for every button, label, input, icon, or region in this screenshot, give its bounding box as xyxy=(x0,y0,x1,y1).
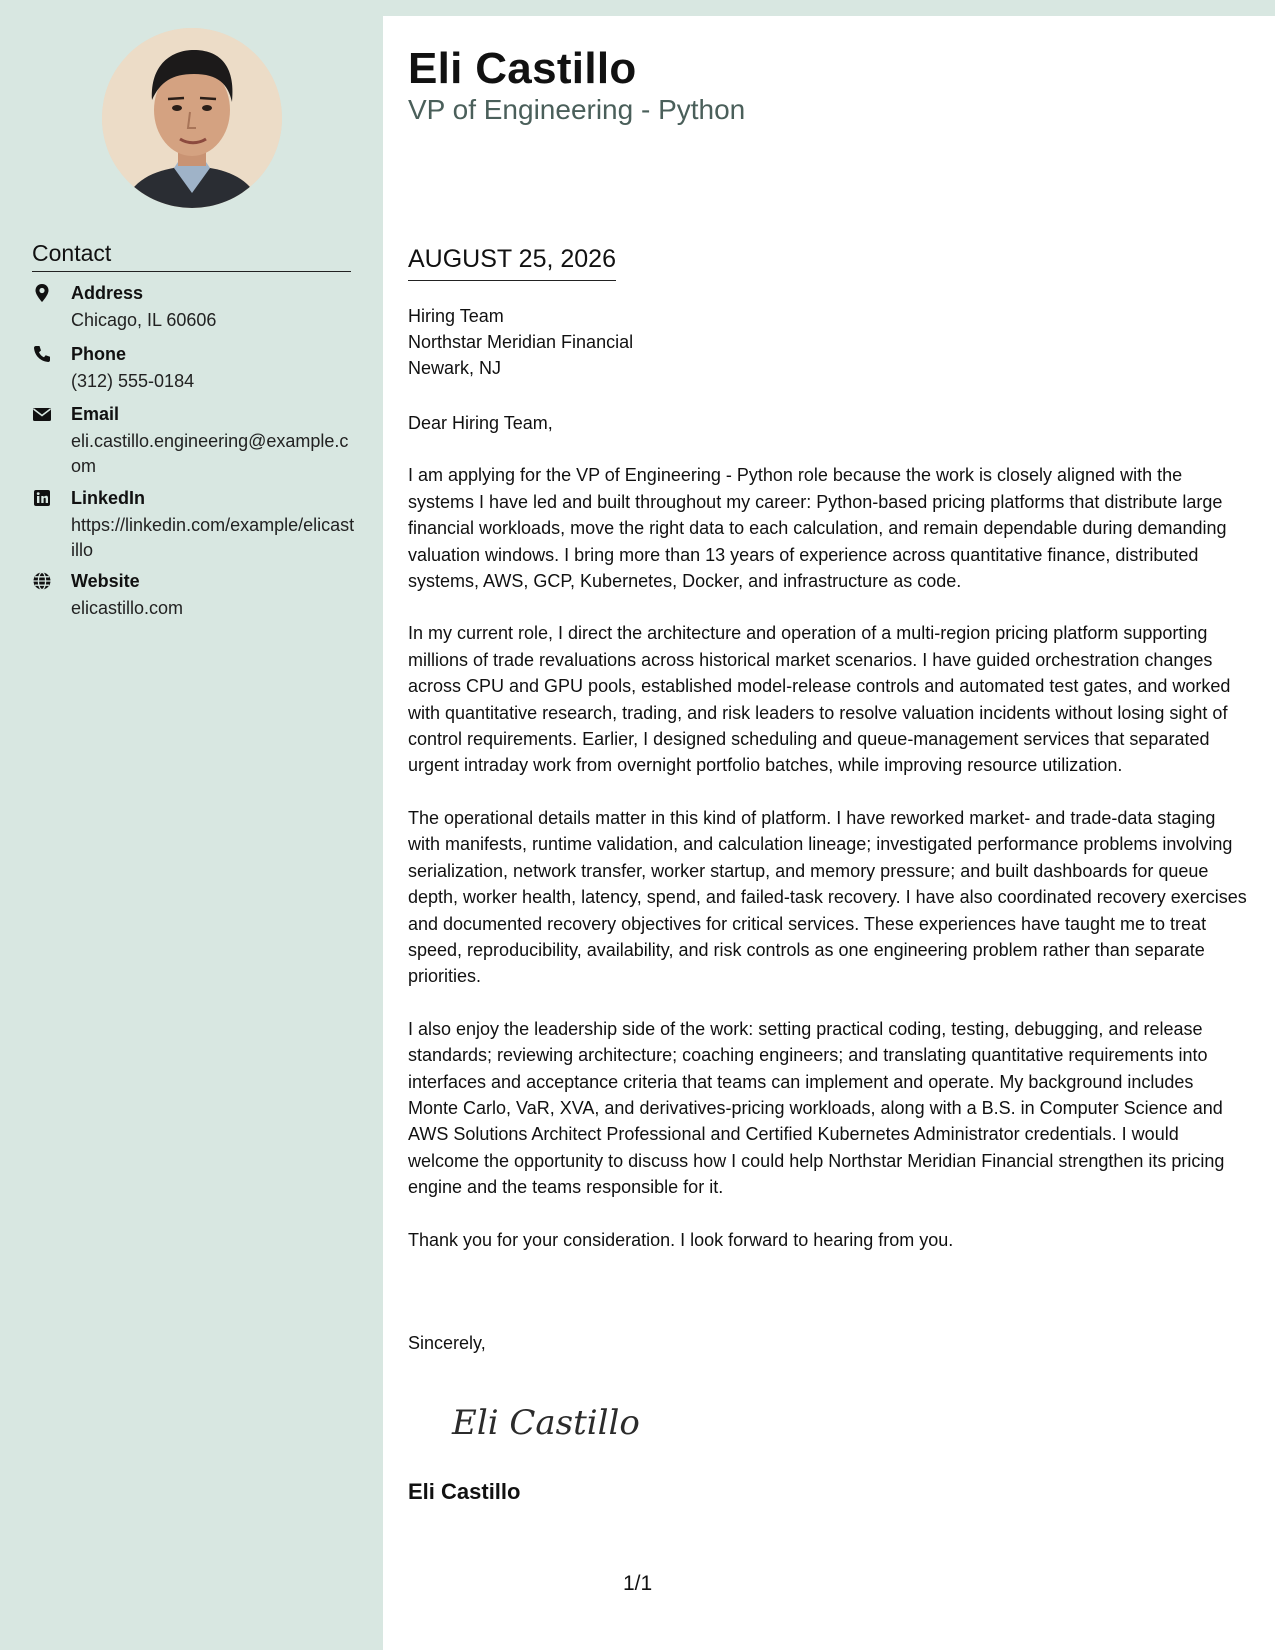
linkedin-label: LinkedIn xyxy=(71,488,146,508)
globe-icon xyxy=(32,571,54,593)
location-pin-icon xyxy=(32,283,54,305)
letter-body xyxy=(408,410,1248,1279)
avatar xyxy=(102,28,282,208)
body-paragraph: I am applying for the VP of Engineering - Python role because the work is closely aligned with the systems I have led and built throughout my career: Python-based pricing platforms that distribute large financial workloads, move the right data to each calculation, and remain dependable during demanding valuation windows. I bring more than 13 years of experience across quantitative finance, distributed systems, AWS, GCP, Kubernetes, Docker, and infrastructure as code. xyxy=(408,465,1227,592)
email-value[interactable]: eli.castillo.engineering@example.com xyxy=(71,431,349,476)
recipient-line: Northstar Meridian Financial xyxy=(408,332,634,352)
letter-date: AUGUST 25, 2026 xyxy=(408,245,616,281)
address-label: Address xyxy=(71,283,144,303)
body-paragraph: The operational details matter in this kind of platform. I have reworked market- and trade-data staging with manifests, runtime validation, and calculation lineage; investigated performance problems involving serialization, network transfer, worker startup, and memory pressure; and built dashboards for queue depth, worker health, latency, spend, and failed-task recovery. I have also coordinated recovery exercises and documented recovery objectives for critical services. These experiences have taught me to treat speed, reproducibility, availability, and risk controls as one engineering problem rather than separate priorities. xyxy=(408,807,1247,987)
phone-value: (312) 555-0184 xyxy=(71,371,195,391)
phone-icon xyxy=(32,344,54,366)
closing: Sincerely, xyxy=(408,1333,486,1353)
salutation: Dear Hiring Team, xyxy=(408,413,553,433)
job-title: VP of Engineering - Python xyxy=(408,94,746,125)
top-band xyxy=(383,0,1275,16)
recipient-line: Hiring Team xyxy=(408,306,504,326)
website-label: Website xyxy=(71,571,140,591)
applicant-name: Eli Castillo xyxy=(408,44,637,93)
signed-name: Eli Castillo xyxy=(408,1479,521,1504)
contact-heading: Contact xyxy=(32,240,351,272)
body-paragraph: Thank you for your consideration. I look forward to hearing from you. xyxy=(408,1229,954,1250)
envelope-icon xyxy=(32,404,54,426)
email-label: Email xyxy=(71,404,120,424)
address-value: Chicago, IL 60606 xyxy=(71,310,217,330)
body-paragraph: In my current role, I direct the architecture and operation of a multi-region pricing platform supporting millions of trade revaluations across historical market scenarios. I have guided orchestration changes across CPU and GPU pools, established model-release controls and automated test gates, and worked with quantitative research, trading, and risk leaders to resolve valuation incidents without losing sight of control requirements. Earlier, I designed scheduling and queue-management services that separated urgent intraday work from overnight portfolio batches, while improving resource utilization. xyxy=(408,623,1231,776)
linkedin-value[interactable]: https://linkedin.com/example/elicastillo xyxy=(71,515,355,560)
recipient-block xyxy=(408,303,633,381)
page-number: 1/1 xyxy=(623,1572,653,1595)
phone-label: Phone xyxy=(71,344,127,364)
website-value[interactable]: elicastillo.com xyxy=(71,598,184,618)
signature-text: Eli Castillo xyxy=(452,1403,640,1443)
signature-image xyxy=(448,1390,648,1450)
linkedin-icon xyxy=(32,488,54,510)
body-paragraph: I also enjoy the leadership side of the work: setting practical coding, testing, debugging, and release standards; reviewing architecture; coaching engineers; and translating quantitative requirements into interfaces and acceptance criteria that teams can implement and operate. My background includes Monte Carlo, VaR, XVA, and derivatives-pricing workloads, along with a B.S. in Computer Science and AWS Solutions Architect Professional and Certified Kubernetes Administrator credentials. I would welcome the opportunity to discuss how I could help Northstar Meridian Financial strengthen its pricing engine and the teams responsible for it. xyxy=(408,1018,1225,1198)
recipient-line: Newark, NJ xyxy=(408,358,502,378)
